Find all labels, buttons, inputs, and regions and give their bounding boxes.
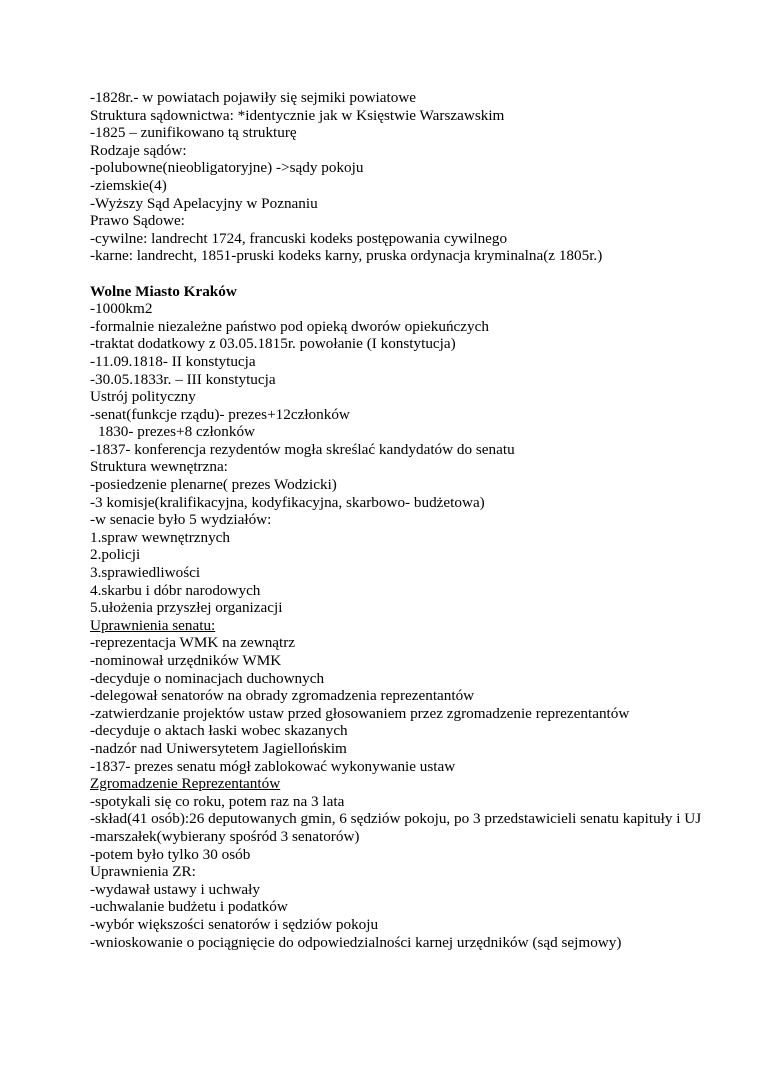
text-line: -skład(41 osób):26 deputowanych gmin, 6 sędziów pokoju, po 3 przedstawicieli senatu kapituły i UJ	[90, 810, 702, 828]
text-line: -wydawał ustawy i uchwały	[90, 880, 260, 898]
text-line: -nadzór nad Uniwersytetem Jagiellońskim	[90, 739, 347, 757]
blank-line	[90, 265, 730, 283]
text-line: -marszałek(wybierany spośród 3 senatorów)	[90, 827, 360, 845]
text-line: Ustrój polityczny	[90, 388, 196, 406]
text-line: -11.09.1818- II konstytucja	[90, 352, 256, 370]
text-line: Uprawnienia ZR:	[90, 863, 196, 881]
text-line: -w senacie było 5 wydziałów:	[90, 511, 272, 529]
text-line: Struktura sądownictwa: *identycznie jak w Księstwie Warszawskim	[90, 106, 505, 124]
list-item: 2.policji	[90, 546, 141, 564]
text-line: -1837- prezes senatu mógł zablokować wykonywanie ustaw	[90, 757, 456, 775]
section-zgromadzenie-reprezentantow	[90, 775, 730, 951]
list-item: 4.skarbu i dóbr narodowych	[90, 581, 261, 599]
document-page	[90, 89, 730, 951]
text-line: Rodzaje sądów:	[90, 141, 187, 159]
text-line: Struktura wewnętrzna:	[90, 458, 228, 476]
text-line: -Wyższy Sąd Apelacyjny w Poznaniu	[90, 194, 318, 212]
text-line: -zatwierdzanie projektów ustaw przed głosowaniem przez zgromadzenie reprezentantów	[90, 704, 630, 722]
list-item: 1.spraw wewnętrznych	[90, 528, 231, 546]
text-line: -1825 – zunifikowano tą strukturę	[90, 124, 297, 142]
text-line: Prawo Sądowe:	[90, 212, 185, 230]
text-line: -1837- konferencja rezydentów mogła skreślać kandydatów do senatu	[90, 440, 515, 458]
list-item: 5.ułożenia przyszłej organizacji	[90, 599, 283, 617]
text-line: -decyduje o nominacjach duchownych	[90, 669, 325, 687]
text-line: -posiedzenie plenarne( prezes Wodzicki)	[90, 476, 337, 494]
text-line: -reprezentacja WMK na zewnątrz	[90, 634, 296, 652]
text-line: -uchwalanie budżetu i podatków	[90, 898, 288, 916]
section-uprawnienia-senatu	[90, 617, 730, 775]
text-line: -karne: landrecht, 1851-pruski kodeks karny, pruska ordynacja kryminalna(z 1805r.)	[90, 247, 603, 265]
text-line: -30.05.1833r. – III konstytucja	[90, 370, 276, 388]
text-line: -1000km2	[90, 300, 153, 318]
text-line: -spotykali się co roku, potem raz na 3 lata	[90, 792, 345, 810]
text-line: -wnioskowanie o pociągnięcie do odpowiedzialności karnej urzędników (sąd sejmowy)	[90, 933, 622, 951]
subsection-heading: Uprawnienia senatu:	[90, 616, 216, 634]
section-heading: Wolne Miasto Kraków	[90, 282, 237, 300]
text-line: -decyduje o aktach łaski wobec skazanych	[90, 722, 348, 740]
section-sadownictwo	[90, 89, 730, 265]
text-line: -polubowne(nieobligatoryjne) ->sądy pokoju	[90, 159, 364, 177]
section-wolne-miasto-krakow	[90, 283, 730, 617]
text-line: -potem było tylko 30 osób	[90, 845, 251, 863]
text-line: -wybór większości senatorów i sędziów pokoju	[90, 915, 379, 933]
text-line: -3 komisje(kralifikacyjna, kodyfikacyjna, skarbowo- budżetowa)	[90, 493, 485, 511]
subsection-heading: Zgromadzenie Reprezentantów	[90, 775, 281, 793]
text-line: -1828r.- w powiatach pojawiły się sejmiki powiatowe	[90, 89, 417, 106]
text-line: -nominował urzędników WMK	[90, 652, 282, 669]
text-line: 1830- prezes+8 członków	[98, 423, 256, 441]
text-line: -ziemskie(4)	[90, 176, 167, 194]
list-item: 3.sprawiedliwości	[90, 564, 201, 582]
text-line: -formalnie niezależne państwo pod opieką dworów opiekuńczych	[90, 317, 489, 335]
text-line: -traktat dodatkowy z 03.05.1815r. powołanie (I konstytucja)	[90, 335, 456, 353]
text-line: -senat(funkcje rządu)- prezes+12członków	[90, 405, 350, 423]
text-line: -delegował senatorów na obrady zgromadzenia reprezentantów	[90, 687, 475, 705]
text-line: -cywilne: landrecht 1724, francuski kodeks postępowania cywilnego	[90, 229, 508, 247]
